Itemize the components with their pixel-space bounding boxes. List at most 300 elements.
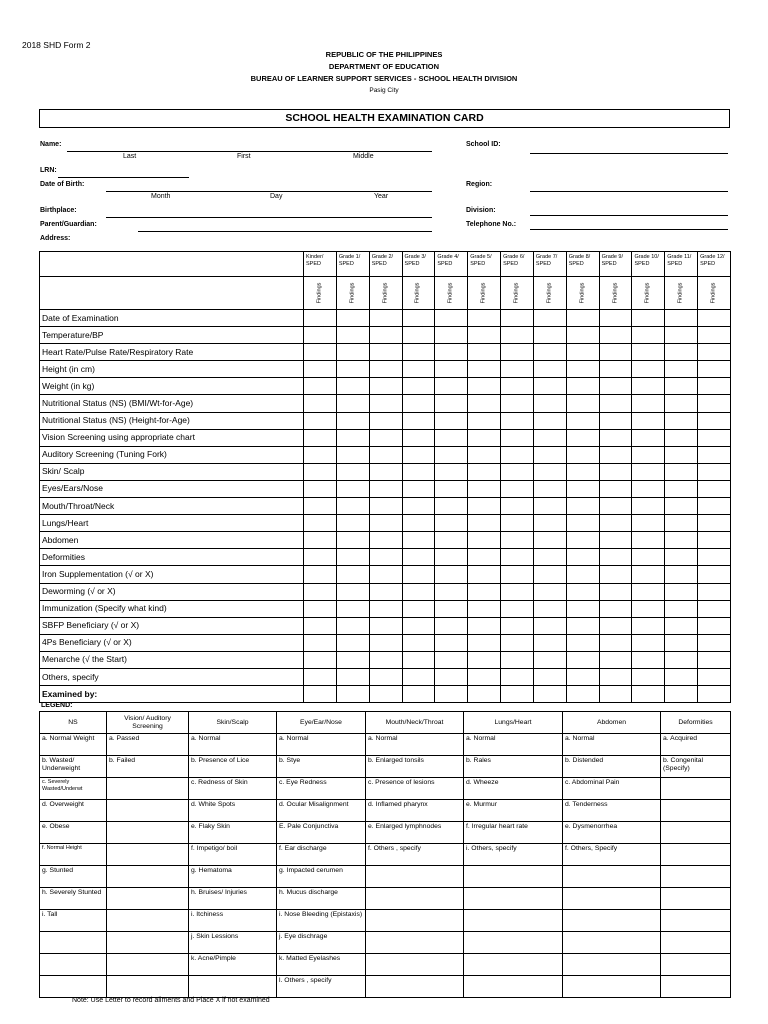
exam-finding-cell[interactable] xyxy=(533,463,566,480)
exam-finding-cell[interactable] xyxy=(632,463,665,480)
exam-finding-cell[interactable] xyxy=(369,651,402,668)
exam-finding-cell[interactable] xyxy=(501,480,534,497)
exam-finding-cell[interactable] xyxy=(698,378,731,395)
exam-finding-cell[interactable] xyxy=(468,634,501,651)
exam-finding-cell[interactable] xyxy=(402,515,435,532)
exam-finding-cell[interactable] xyxy=(599,361,632,378)
exam-finding-cell[interactable] xyxy=(468,668,501,685)
exam-finding-cell[interactable] xyxy=(336,515,369,532)
exam-finding-cell[interactable] xyxy=(402,600,435,617)
exam-finding-cell[interactable] xyxy=(566,634,599,651)
exam-finding-cell[interactable] xyxy=(369,515,402,532)
exam-finding-cell[interactable] xyxy=(599,549,632,566)
exam-finding-cell[interactable] xyxy=(698,549,731,566)
exam-finding-cell[interactable] xyxy=(665,686,698,703)
exam-finding-cell[interactable] xyxy=(533,498,566,515)
exam-finding-cell[interactable] xyxy=(501,463,534,480)
exam-finding-cell[interactable] xyxy=(501,600,534,617)
exam-finding-cell[interactable] xyxy=(468,446,501,463)
exam-finding-cell[interactable] xyxy=(533,686,566,703)
region-field[interactable] xyxy=(530,191,728,192)
exam-finding-cell[interactable] xyxy=(566,412,599,429)
dob-field[interactable] xyxy=(106,191,432,192)
exam-finding-cell[interactable] xyxy=(698,634,731,651)
exam-finding-cell[interactable] xyxy=(369,634,402,651)
exam-finding-cell[interactable] xyxy=(599,532,632,549)
exam-finding-cell[interactable] xyxy=(698,361,731,378)
exam-finding-cell[interactable] xyxy=(402,412,435,429)
exam-finding-cell[interactable] xyxy=(402,480,435,497)
exam-finding-cell[interactable] xyxy=(599,412,632,429)
exam-finding-cell[interactable] xyxy=(501,446,534,463)
lrn-field[interactable] xyxy=(58,177,189,178)
exam-finding-cell[interactable] xyxy=(632,532,665,549)
exam-finding-cell[interactable] xyxy=(369,463,402,480)
exam-finding-cell[interactable] xyxy=(533,566,566,583)
exam-finding-cell[interactable] xyxy=(533,634,566,651)
exam-finding-cell[interactable] xyxy=(566,498,599,515)
exam-finding-cell[interactable] xyxy=(402,634,435,651)
exam-finding-cell[interactable] xyxy=(698,583,731,600)
exam-finding-cell[interactable] xyxy=(632,651,665,668)
exam-finding-cell[interactable] xyxy=(435,566,468,583)
exam-finding-cell[interactable] xyxy=(468,412,501,429)
exam-finding-cell[interactable] xyxy=(336,395,369,412)
exam-finding-cell[interactable] xyxy=(533,583,566,600)
exam-finding-cell[interactable] xyxy=(632,310,665,327)
exam-finding-cell[interactable] xyxy=(336,463,369,480)
exam-finding-cell[interactable] xyxy=(304,668,337,685)
exam-finding-cell[interactable] xyxy=(435,429,468,446)
exam-finding-cell[interactable] xyxy=(304,566,337,583)
exam-finding-cell[interactable] xyxy=(468,566,501,583)
exam-finding-cell[interactable] xyxy=(468,617,501,634)
exam-finding-cell[interactable] xyxy=(435,651,468,668)
exam-finding-cell[interactable] xyxy=(369,395,402,412)
exam-finding-cell[interactable] xyxy=(435,463,468,480)
exam-finding-cell[interactable] xyxy=(501,583,534,600)
exam-finding-cell[interactable] xyxy=(698,600,731,617)
exam-finding-cell[interactable] xyxy=(501,327,534,344)
exam-finding-cell[interactable] xyxy=(665,668,698,685)
exam-finding-cell[interactable] xyxy=(632,412,665,429)
exam-finding-cell[interactable] xyxy=(566,480,599,497)
exam-finding-cell[interactable] xyxy=(402,463,435,480)
exam-finding-cell[interactable] xyxy=(501,378,534,395)
exam-finding-cell[interactable] xyxy=(402,651,435,668)
exam-finding-cell[interactable] xyxy=(435,515,468,532)
exam-finding-cell[interactable] xyxy=(566,429,599,446)
exam-finding-cell[interactable] xyxy=(369,498,402,515)
exam-finding-cell[interactable] xyxy=(665,395,698,412)
exam-finding-cell[interactable] xyxy=(632,498,665,515)
exam-finding-cell[interactable] xyxy=(304,583,337,600)
exam-finding-cell[interactable] xyxy=(402,429,435,446)
name-field[interactable] xyxy=(67,151,432,152)
exam-finding-cell[interactable] xyxy=(336,446,369,463)
exam-finding-cell[interactable] xyxy=(665,429,698,446)
exam-finding-cell[interactable] xyxy=(369,549,402,566)
exam-finding-cell[interactable] xyxy=(435,446,468,463)
exam-finding-cell[interactable] xyxy=(501,361,534,378)
exam-finding-cell[interactable] xyxy=(336,429,369,446)
exam-finding-cell[interactable] xyxy=(566,566,599,583)
exam-finding-cell[interactable] xyxy=(336,378,369,395)
exam-finding-cell[interactable] xyxy=(698,686,731,703)
exam-finding-cell[interactable] xyxy=(336,310,369,327)
exam-finding-cell[interactable] xyxy=(632,480,665,497)
exam-finding-cell[interactable] xyxy=(533,532,566,549)
exam-finding-cell[interactable] xyxy=(468,549,501,566)
school-id-field[interactable] xyxy=(530,153,728,154)
exam-finding-cell[interactable] xyxy=(336,480,369,497)
exam-finding-cell[interactable] xyxy=(698,651,731,668)
exam-finding-cell[interactable] xyxy=(468,429,501,446)
exam-finding-cell[interactable] xyxy=(468,600,501,617)
exam-finding-cell[interactable] xyxy=(435,634,468,651)
exam-finding-cell[interactable] xyxy=(533,549,566,566)
exam-finding-cell[interactable] xyxy=(435,532,468,549)
exam-finding-cell[interactable] xyxy=(468,480,501,497)
exam-finding-cell[interactable] xyxy=(533,361,566,378)
exam-finding-cell[interactable] xyxy=(435,361,468,378)
exam-finding-cell[interactable] xyxy=(665,344,698,361)
exam-finding-cell[interactable] xyxy=(698,498,731,515)
exam-finding-cell[interactable] xyxy=(435,668,468,685)
exam-finding-cell[interactable] xyxy=(632,668,665,685)
exam-finding-cell[interactable] xyxy=(435,600,468,617)
exam-finding-cell[interactable] xyxy=(435,395,468,412)
exam-finding-cell[interactable] xyxy=(632,686,665,703)
exam-finding-cell[interactable] xyxy=(665,600,698,617)
exam-finding-cell[interactable] xyxy=(566,668,599,685)
exam-finding-cell[interactable] xyxy=(435,549,468,566)
exam-finding-cell[interactable] xyxy=(533,412,566,429)
exam-finding-cell[interactable] xyxy=(336,668,369,685)
exam-finding-cell[interactable] xyxy=(435,412,468,429)
exam-finding-cell[interactable] xyxy=(599,634,632,651)
exam-finding-cell[interactable] xyxy=(533,480,566,497)
exam-finding-cell[interactable] xyxy=(632,378,665,395)
exam-finding-cell[interactable] xyxy=(698,566,731,583)
exam-finding-cell[interactable] xyxy=(402,617,435,634)
exam-finding-cell[interactable] xyxy=(698,344,731,361)
exam-finding-cell[interactable] xyxy=(435,310,468,327)
exam-finding-cell[interactable] xyxy=(402,549,435,566)
exam-finding-cell[interactable] xyxy=(501,532,534,549)
exam-finding-cell[interactable] xyxy=(336,634,369,651)
exam-finding-cell[interactable] xyxy=(698,310,731,327)
exam-finding-cell[interactable] xyxy=(698,327,731,344)
exam-finding-cell[interactable] xyxy=(304,463,337,480)
exam-finding-cell[interactable] xyxy=(501,668,534,685)
exam-finding-cell[interactable] xyxy=(369,412,402,429)
exam-finding-cell[interactable] xyxy=(665,651,698,668)
exam-finding-cell[interactable] xyxy=(336,498,369,515)
exam-finding-cell[interactable] xyxy=(369,361,402,378)
exam-finding-cell[interactable] xyxy=(632,429,665,446)
exam-finding-cell[interactable] xyxy=(698,515,731,532)
exam-finding-cell[interactable] xyxy=(435,686,468,703)
exam-finding-cell[interactable] xyxy=(632,600,665,617)
exam-finding-cell[interactable] xyxy=(533,617,566,634)
exam-finding-cell[interactable] xyxy=(304,429,337,446)
exam-finding-cell[interactable] xyxy=(369,378,402,395)
exam-finding-cell[interactable] xyxy=(698,395,731,412)
exam-finding-cell[interactable] xyxy=(665,583,698,600)
exam-finding-cell[interactable] xyxy=(566,532,599,549)
exam-finding-cell[interactable] xyxy=(566,617,599,634)
exam-finding-cell[interactable] xyxy=(698,480,731,497)
exam-finding-cell[interactable] xyxy=(533,600,566,617)
exam-finding-cell[interactable] xyxy=(632,617,665,634)
exam-finding-cell[interactable] xyxy=(566,549,599,566)
exam-finding-cell[interactable] xyxy=(632,515,665,532)
exam-finding-cell[interactable] xyxy=(501,395,534,412)
exam-finding-cell[interactable] xyxy=(369,600,402,617)
exam-finding-cell[interactable] xyxy=(665,480,698,497)
exam-finding-cell[interactable] xyxy=(304,344,337,361)
exam-finding-cell[interactable] xyxy=(665,310,698,327)
exam-finding-cell[interactable] xyxy=(468,327,501,344)
exam-finding-cell[interactable] xyxy=(402,327,435,344)
exam-finding-cell[interactable] xyxy=(566,600,599,617)
exam-finding-cell[interactable] xyxy=(501,686,534,703)
exam-finding-cell[interactable] xyxy=(599,327,632,344)
exam-finding-cell[interactable] xyxy=(533,668,566,685)
exam-finding-cell[interactable] xyxy=(468,361,501,378)
exam-finding-cell[interactable] xyxy=(304,480,337,497)
exam-finding-cell[interactable] xyxy=(468,395,501,412)
exam-finding-cell[interactable] xyxy=(369,429,402,446)
exam-finding-cell[interactable] xyxy=(566,395,599,412)
exam-finding-cell[interactable] xyxy=(566,583,599,600)
exam-finding-cell[interactable] xyxy=(501,651,534,668)
exam-finding-cell[interactable] xyxy=(468,686,501,703)
exam-finding-cell[interactable] xyxy=(566,344,599,361)
exam-finding-cell[interactable] xyxy=(369,686,402,703)
exam-finding-cell[interactable] xyxy=(599,515,632,532)
exam-finding-cell[interactable] xyxy=(402,361,435,378)
exam-finding-cell[interactable] xyxy=(501,617,534,634)
exam-finding-cell[interactable] xyxy=(698,463,731,480)
exam-finding-cell[interactable] xyxy=(304,498,337,515)
exam-finding-cell[interactable] xyxy=(599,498,632,515)
exam-finding-cell[interactable] xyxy=(566,327,599,344)
exam-finding-cell[interactable] xyxy=(501,549,534,566)
exam-finding-cell[interactable] xyxy=(632,634,665,651)
exam-finding-cell[interactable] xyxy=(468,515,501,532)
exam-finding-cell[interactable] xyxy=(566,686,599,703)
exam-finding-cell[interactable] xyxy=(501,344,534,361)
exam-finding-cell[interactable] xyxy=(369,532,402,549)
exam-finding-cell[interactable] xyxy=(698,668,731,685)
exam-finding-cell[interactable] xyxy=(369,344,402,361)
exam-finding-cell[interactable] xyxy=(501,566,534,583)
guardian-field[interactable] xyxy=(138,231,432,232)
exam-finding-cell[interactable] xyxy=(698,446,731,463)
exam-finding-cell[interactable] xyxy=(468,344,501,361)
exam-finding-cell[interactable] xyxy=(501,515,534,532)
exam-finding-cell[interactable] xyxy=(599,429,632,446)
exam-finding-cell[interactable] xyxy=(599,480,632,497)
exam-finding-cell[interactable] xyxy=(566,361,599,378)
exam-finding-cell[interactable] xyxy=(304,600,337,617)
exam-finding-cell[interactable] xyxy=(369,480,402,497)
exam-finding-cell[interactable] xyxy=(402,498,435,515)
exam-finding-cell[interactable] xyxy=(599,310,632,327)
exam-finding-cell[interactable] xyxy=(435,378,468,395)
exam-finding-cell[interactable] xyxy=(402,446,435,463)
exam-finding-cell[interactable] xyxy=(369,583,402,600)
exam-finding-cell[interactable] xyxy=(632,566,665,583)
exam-finding-cell[interactable] xyxy=(665,463,698,480)
exam-finding-cell[interactable] xyxy=(435,498,468,515)
exam-finding-cell[interactable] xyxy=(533,310,566,327)
exam-finding-cell[interactable] xyxy=(599,395,632,412)
exam-finding-cell[interactable] xyxy=(369,617,402,634)
exam-finding-cell[interactable] xyxy=(435,327,468,344)
exam-finding-cell[interactable] xyxy=(402,532,435,549)
exam-finding-cell[interactable] xyxy=(533,344,566,361)
exam-finding-cell[interactable] xyxy=(698,412,731,429)
exam-finding-cell[interactable] xyxy=(566,310,599,327)
exam-finding-cell[interactable] xyxy=(435,583,468,600)
exam-finding-cell[interactable] xyxy=(304,651,337,668)
exam-finding-cell[interactable] xyxy=(336,412,369,429)
exam-finding-cell[interactable] xyxy=(501,429,534,446)
exam-finding-cell[interactable] xyxy=(533,395,566,412)
exam-finding-cell[interactable] xyxy=(402,686,435,703)
exam-finding-cell[interactable] xyxy=(599,668,632,685)
exam-finding-cell[interactable] xyxy=(435,480,468,497)
exam-finding-cell[interactable] xyxy=(632,344,665,361)
exam-finding-cell[interactable] xyxy=(533,515,566,532)
exam-finding-cell[interactable] xyxy=(632,361,665,378)
exam-finding-cell[interactable] xyxy=(501,310,534,327)
exam-finding-cell[interactable] xyxy=(336,686,369,703)
exam-finding-cell[interactable] xyxy=(599,344,632,361)
exam-finding-cell[interactable] xyxy=(533,327,566,344)
exam-finding-cell[interactable] xyxy=(336,617,369,634)
exam-finding-cell[interactable] xyxy=(599,463,632,480)
exam-finding-cell[interactable] xyxy=(304,617,337,634)
exam-finding-cell[interactable] xyxy=(566,446,599,463)
exam-finding-cell[interactable] xyxy=(402,344,435,361)
exam-finding-cell[interactable] xyxy=(665,532,698,549)
exam-finding-cell[interactable] xyxy=(632,446,665,463)
exam-finding-cell[interactable] xyxy=(599,617,632,634)
exam-finding-cell[interactable] xyxy=(304,395,337,412)
exam-finding-cell[interactable] xyxy=(304,549,337,566)
exam-finding-cell[interactable] xyxy=(435,344,468,361)
exam-finding-cell[interactable] xyxy=(698,617,731,634)
exam-finding-cell[interactable] xyxy=(304,378,337,395)
exam-finding-cell[interactable] xyxy=(599,651,632,668)
exam-finding-cell[interactable] xyxy=(599,566,632,583)
exam-finding-cell[interactable] xyxy=(665,566,698,583)
exam-finding-cell[interactable] xyxy=(599,583,632,600)
exam-finding-cell[interactable] xyxy=(665,634,698,651)
exam-finding-cell[interactable] xyxy=(304,686,337,703)
exam-finding-cell[interactable] xyxy=(402,583,435,600)
exam-finding-cell[interactable] xyxy=(468,498,501,515)
exam-finding-cell[interactable] xyxy=(336,651,369,668)
exam-finding-cell[interactable] xyxy=(665,378,698,395)
exam-finding-cell[interactable] xyxy=(336,532,369,549)
exam-finding-cell[interactable] xyxy=(402,668,435,685)
exam-finding-cell[interactable] xyxy=(632,549,665,566)
exam-finding-cell[interactable] xyxy=(665,515,698,532)
exam-finding-cell[interactable] xyxy=(402,378,435,395)
exam-finding-cell[interactable] xyxy=(304,446,337,463)
exam-finding-cell[interactable] xyxy=(336,344,369,361)
exam-finding-cell[interactable] xyxy=(665,549,698,566)
exam-finding-cell[interactable] xyxy=(632,583,665,600)
exam-finding-cell[interactable] xyxy=(665,617,698,634)
exam-finding-cell[interactable] xyxy=(336,361,369,378)
exam-finding-cell[interactable] xyxy=(336,566,369,583)
telephone-field[interactable] xyxy=(530,229,728,230)
division-field[interactable] xyxy=(530,215,728,216)
exam-finding-cell[interactable] xyxy=(533,446,566,463)
exam-finding-cell[interactable] xyxy=(533,651,566,668)
exam-finding-cell[interactable] xyxy=(304,361,337,378)
exam-finding-cell[interactable] xyxy=(304,412,337,429)
exam-finding-cell[interactable] xyxy=(336,327,369,344)
exam-finding-cell[interactable] xyxy=(665,446,698,463)
exam-finding-cell[interactable] xyxy=(468,651,501,668)
exam-finding-cell[interactable] xyxy=(501,634,534,651)
exam-finding-cell[interactable] xyxy=(599,378,632,395)
exam-finding-cell[interactable] xyxy=(369,668,402,685)
exam-finding-cell[interactable] xyxy=(304,532,337,549)
exam-finding-cell[interactable] xyxy=(533,378,566,395)
exam-finding-cell[interactable] xyxy=(698,532,731,549)
exam-finding-cell[interactable] xyxy=(304,327,337,344)
exam-finding-cell[interactable] xyxy=(599,446,632,463)
exam-finding-cell[interactable] xyxy=(566,515,599,532)
exam-finding-cell[interactable] xyxy=(533,429,566,446)
exam-finding-cell[interactable] xyxy=(336,600,369,617)
exam-finding-cell[interactable] xyxy=(599,600,632,617)
exam-finding-cell[interactable] xyxy=(566,651,599,668)
exam-finding-cell[interactable] xyxy=(566,463,599,480)
exam-finding-cell[interactable] xyxy=(698,429,731,446)
exam-finding-cell[interactable] xyxy=(665,361,698,378)
exam-finding-cell[interactable] xyxy=(468,532,501,549)
exam-finding-cell[interactable] xyxy=(665,412,698,429)
exam-finding-cell[interactable] xyxy=(665,498,698,515)
exam-finding-cell[interactable] xyxy=(304,310,337,327)
exam-finding-cell[interactable] xyxy=(369,446,402,463)
birthplace-field[interactable] xyxy=(106,217,432,218)
exam-finding-cell[interactable] xyxy=(336,583,369,600)
exam-finding-cell[interactable] xyxy=(468,310,501,327)
exam-finding-cell[interactable] xyxy=(369,327,402,344)
exam-finding-cell[interactable] xyxy=(402,395,435,412)
exam-finding-cell[interactable] xyxy=(468,378,501,395)
exam-finding-cell[interactable] xyxy=(304,515,337,532)
exam-finding-cell[interactable] xyxy=(468,463,501,480)
exam-finding-cell[interactable] xyxy=(402,310,435,327)
exam-finding-cell[interactable] xyxy=(435,617,468,634)
exam-finding-cell[interactable] xyxy=(501,498,534,515)
exam-finding-cell[interactable] xyxy=(599,686,632,703)
exam-finding-cell[interactable] xyxy=(369,310,402,327)
exam-finding-cell[interactable] xyxy=(632,395,665,412)
exam-finding-cell[interactable] xyxy=(402,566,435,583)
